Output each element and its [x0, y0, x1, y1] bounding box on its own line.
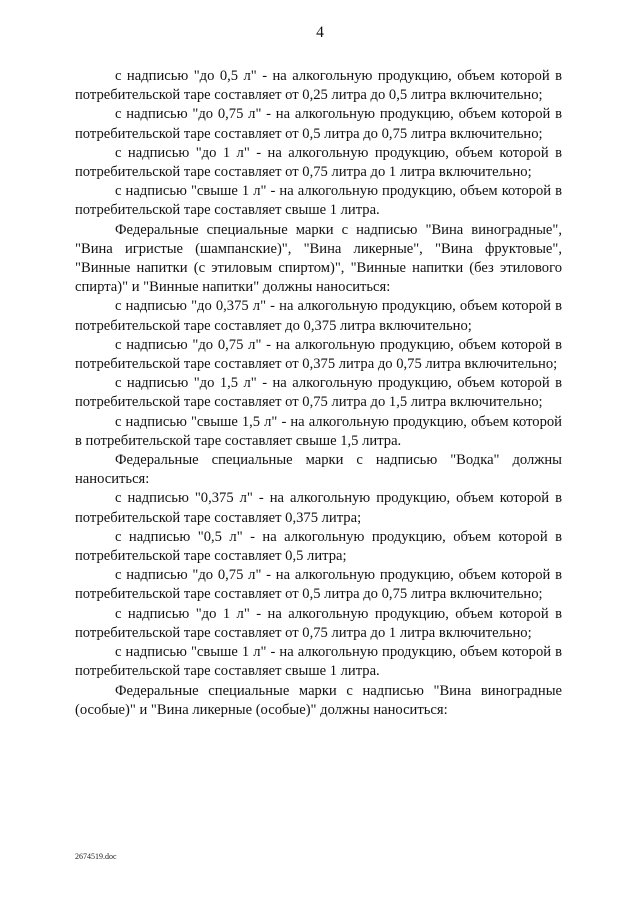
paragraph: с надписью "0,375 л" - на алкогольную продукцию, объем которой в потребительской таре составляет 0,375 литра;	[75, 490, 562, 526]
paragraph: Федеральные специальные марки с надписью "Водка" должны наноситься:	[75, 452, 562, 488]
paragraph: с надписью "до 1,5 л" - на алкогольную продукцию, объем которой в потребительской таре составляет от 0,75 литра до 1,5 литра включительно;	[75, 375, 562, 411]
paragraph: Федеральные специальные марки с надписью "Вина виноградные (особые)" и "Вина ликерные (особые)" должны наноситься:	[75, 682, 562, 718]
paragraph: с надписью "до 0,375 л" - на алкогольную продукцию, объем которой в потребительской таре составляет до 0,375 литра включительно;	[75, 298, 562, 334]
paragraph: с надписью "до 0,5 л" - на алкогольную продукцию, объем которой в потребительской таре составляет от 0,25 литра до 0,5 литра включительно;	[75, 68, 562, 104]
paragraph: с надписью "свыше 1 л" - на алкогольную продукцию, объем которой в потребительской таре составляет свыше 1 литра.	[75, 183, 562, 219]
paragraph: с надписью "до 0,75 л" - на алкогольную продукцию, объем которой в потребительской таре составляет от 0,375 литра до 0,75 литра включительно;	[75, 336, 562, 373]
paragraph: Федеральные специальные марки с надписью "Вина виноградные", "Вина игристые (шампанские)", "Вина ликерные", "Вина фруктовые", "Винные напитки (с этиловым спиртом)", "Винные напитки (без этилового спирта)" и "Винные напитки" должны наноситься:	[75, 221, 562, 296]
paragraph: с надписью "до 0,75 л" - на алкогольную продукцию, объем которой в потребительской таре составляет от 0,5 литра до 0,75 литра включительно;	[75, 106, 562, 142]
paragraph: с надписью "до 0,75 л" - на алкогольную продукцию, объем которой в потребительской таре составляет от 0,5 литра до 0,75 литра включительно;	[75, 567, 562, 603]
paragraph: с надписью "до 1 л" - на алкогольную продукцию, объем которой в потребительской таре составляет от 0,75 литра до 1 литра включительно;	[75, 605, 562, 641]
page-number: 4	[316, 24, 324, 41]
paragraph: с надписью "свыше 1 л" - на алкогольную продукцию, объем которой в потребительской таре составляет свыше 1 литра.	[75, 644, 562, 680]
paragraph: с надписью "свыше 1,5 л" - на алкогольную продукцию, объем которой в потребительской таре составляет свыше 1,5 литра.	[75, 413, 562, 449]
document-body	[75, 67, 562, 720]
paragraph: с надписью "до 1 л" - на алкогольную продукцию, объем которой в потребительской таре составляет от 0,75 литра до 1 литра включительно;	[75, 144, 562, 181]
paragraph: с надписью "0,5 л" - на алкогольную продукцию, объем которой в потребительской таре составляет 0,5 литра;	[75, 528, 562, 565]
footer-filename: 2674519.doc	[75, 852, 117, 861]
